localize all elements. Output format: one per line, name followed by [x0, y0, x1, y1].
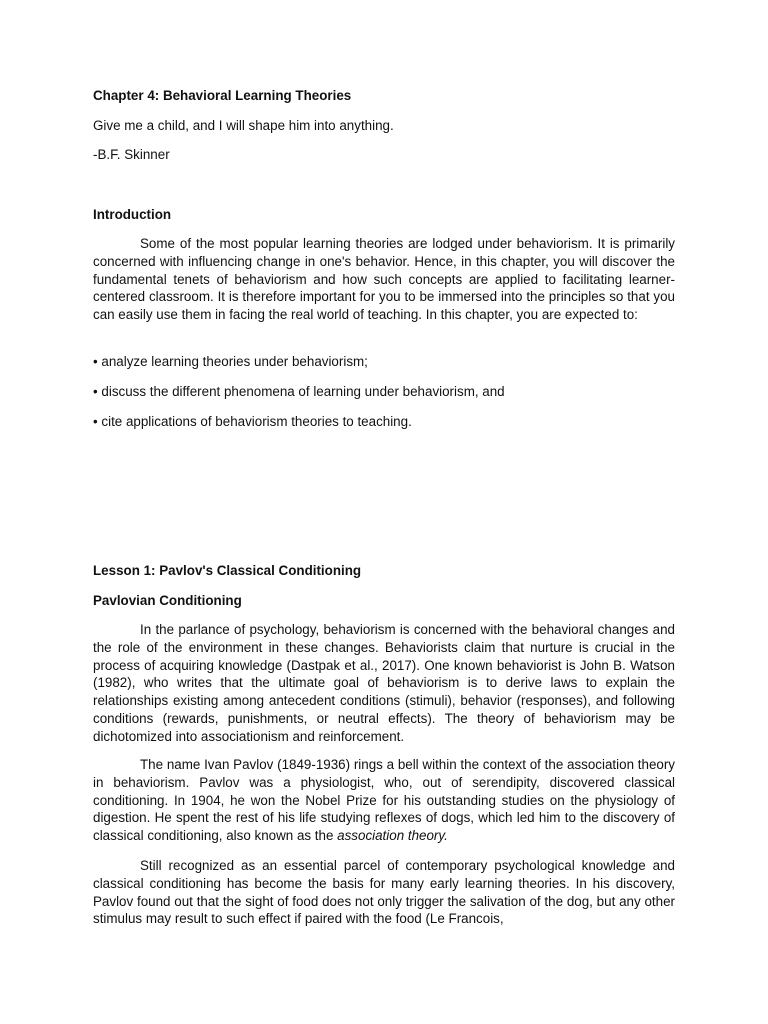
introduction-paragraph: Some of the most popular learning theories are lodged under behaviorism. It is primarily concerned with influencing change in one's behavior. Hence, in this chapter, you will discover the fundamental tenets of behaviorism and how such concepts are applied to facilitating learner-centered classroom. It is therefore important for you to be immersed into the principles so that you can easily use them in facing the real world of teaching. In this chapter, you are expected to:: [93, 236, 675, 323]
introduction-heading: Introduction: [93, 207, 172, 222]
lesson-paragraph-2: [93, 756, 675, 845]
lesson-title: Lesson 1: Pavlov's Classical Conditioning: [93, 563, 362, 578]
objective-item-1: • analyze learning theories under behaviorism;: [93, 354, 368, 369]
epigraph-quote: Give me a child, and I will shape him into anything.: [93, 118, 394, 133]
lesson-subheading: Pavlovian Conditioning: [93, 593, 242, 608]
objective-item-2: • discuss the different phenomena of learning under behaviorism, and: [93, 384, 505, 399]
epigraph-author: -B.F. Skinner: [93, 147, 170, 162]
lesson-paragraph-1: In the parlance of psychology, behaviorism is concerned with the behavioral changes and the role of the environment in these changes. Behaviorists claim that nurture is crucial in the process of acquiring knowledge (Dastpak et al., 2017). One known behaviorist is John B. Watson (1982), who writes that the ultimate goal of behaviorism is to derive laws to explain the relationships existing among antecedent conditions (stimuli), behavior (responses), and following conditions (rewards, punishments, or neutral effects). The theory of behaviorism may be dichotomized into associationism and reinforcement.: [93, 622, 675, 744]
objective-item-3: • cite applications of behaviorism theories to teaching.: [93, 414, 412, 429]
lesson-paragraph-3: Still recognized as an essential parcel of contemporary psychological knowledge and classical conditioning has become the basis for many early learning theories. In his discovery, Pavlov found out that the sight of food does not only trigger the salivation of the dog, but any other stimulus may result to such effect if paired with the food (Le Francois,: [93, 858, 675, 927]
lesson-paragraph-2-text: The name Ivan Pavlov (1849-1936) rings a bell within the context of the association theory in behaviorism. Pavlov was a physiologist, who, out of serendipity, discovered classical conditioning. In 1904, he won the Nobel Prize for his outstanding studies on the physiology of digestion. He spent the rest of his life studying reflexes of dogs, which led him to the discovery of classical conditioning, also known as the: [93, 757, 675, 844]
association-theory-term: association theory.: [337, 828, 448, 844]
chapter-title: Chapter 4: Behavioral Learning Theories: [93, 88, 352, 103]
